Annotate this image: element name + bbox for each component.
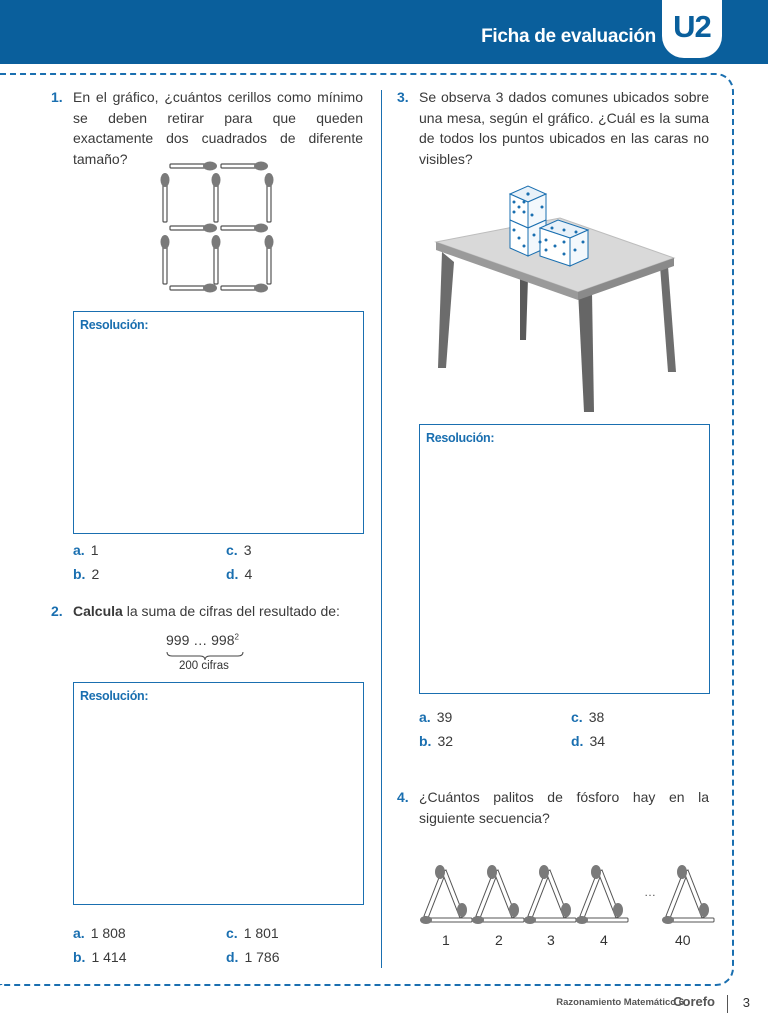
q2-option-a[interactable] [73, 925, 126, 941]
q3-option-b[interactable] [419, 733, 453, 749]
option-value: 1 801 [243, 925, 279, 941]
option-value: 38 [588, 709, 605, 725]
matchstick-squares-figure [155, 158, 285, 298]
q1-option-d[interactable] [226, 566, 252, 582]
resolution-label: Resolución: [80, 689, 149, 703]
sequence-label: 2 [495, 932, 503, 948]
sequence-label: 4 [600, 932, 608, 948]
footer-brand: Corefo [673, 994, 715, 1009]
option-letter: a. [73, 542, 85, 558]
option-value: 3 [243, 542, 252, 558]
option-letter: c. [571, 709, 583, 725]
q3-resolution-box[interactable] [419, 424, 710, 694]
option-letter: b. [73, 566, 86, 582]
page-number: 3 [742, 995, 750, 1010]
column-divider [381, 90, 382, 968]
option-letter: c. [226, 925, 238, 941]
q1-option-b[interactable] [73, 566, 99, 582]
option-letter: b. [419, 733, 432, 749]
q4-text: ¿Cuántos palitos de fósforo hay en la siguiente secuencia? [419, 789, 709, 826]
q2-lead: Calcula [73, 603, 123, 619]
q2-option-c[interactable] [226, 925, 279, 941]
page-header [0, 0, 768, 64]
q3-number: 3. [397, 89, 409, 105]
footer-divider [727, 995, 728, 1013]
q2-resolution-box[interactable] [73, 682, 364, 905]
q2-expression [166, 632, 239, 648]
option-letter: b. [73, 949, 86, 965]
resolution-label: Resolución: [426, 431, 495, 445]
option-value: 1 808 [90, 925, 126, 941]
q2-option-d[interactable] [226, 949, 280, 965]
option-letter: a. [73, 925, 85, 941]
sequence-label: 1 [442, 932, 450, 948]
page-title: Ficha de evaluación [481, 26, 656, 47]
q3-option-a[interactable] [419, 709, 452, 725]
sequence-label: 3 [547, 932, 555, 948]
option-value: 1 786 [244, 949, 280, 965]
q1-text: En el gráfico, ¿cuántos cerillos como mínimo se deben retirar para que queden exactamente dos cuadrados de diferente tamaño? [73, 89, 363, 167]
option-value: 4 [244, 566, 253, 582]
q1-option-c[interactable] [226, 542, 251, 558]
option-value: 1 414 [91, 949, 127, 965]
q2-option-b[interactable] [73, 949, 127, 965]
option-value: 32 [437, 733, 454, 749]
q2-text [73, 601, 373, 622]
q1-resolution-box[interactable] [73, 311, 364, 534]
dice-on-table-figure [428, 180, 680, 420]
expression-exponent: 2 [234, 632, 239, 642]
expression-base: 999 … 998 [166, 632, 235, 648]
q3-option-c[interactable] [571, 709, 604, 725]
q2-number: 2. [51, 603, 63, 619]
option-letter: c. [226, 542, 238, 558]
sequence-label: 40 [675, 932, 691, 948]
option-value: 1 [90, 542, 99, 558]
option-value: 2 [91, 566, 100, 582]
option-value: 39 [436, 709, 453, 725]
unit-badge [662, 0, 722, 58]
q4-number: 4. [397, 789, 409, 805]
option-letter: d. [226, 949, 239, 965]
option-value: 34 [589, 733, 606, 749]
q2-text-body: la suma de cifras del resultado de: [126, 603, 340, 619]
matchstick-sequence-figure [418, 860, 718, 928]
option-letter: a. [419, 709, 431, 725]
unit-label: U2 [673, 9, 711, 44]
sequence-ellipsis: … [644, 885, 656, 899]
footer-book-title: Razonamiento Matemático 6 [556, 997, 684, 1008]
q3-option-d[interactable] [571, 733, 605, 749]
q3-text: Se observa 3 dados comunes ubicados sobre una mesa, según el gráfico. ¿Cuál es la suma de todos los puntos ubicados en las caras no visibles? [419, 89, 709, 167]
q1-number: 1. [51, 89, 63, 105]
option-letter: d. [571, 733, 584, 749]
option-letter: d. [226, 566, 239, 582]
q1-option-a[interactable] [73, 542, 98, 558]
resolution-label: Resolución: [80, 318, 149, 332]
q2-brace-label: 200 cifras [179, 660, 229, 672]
